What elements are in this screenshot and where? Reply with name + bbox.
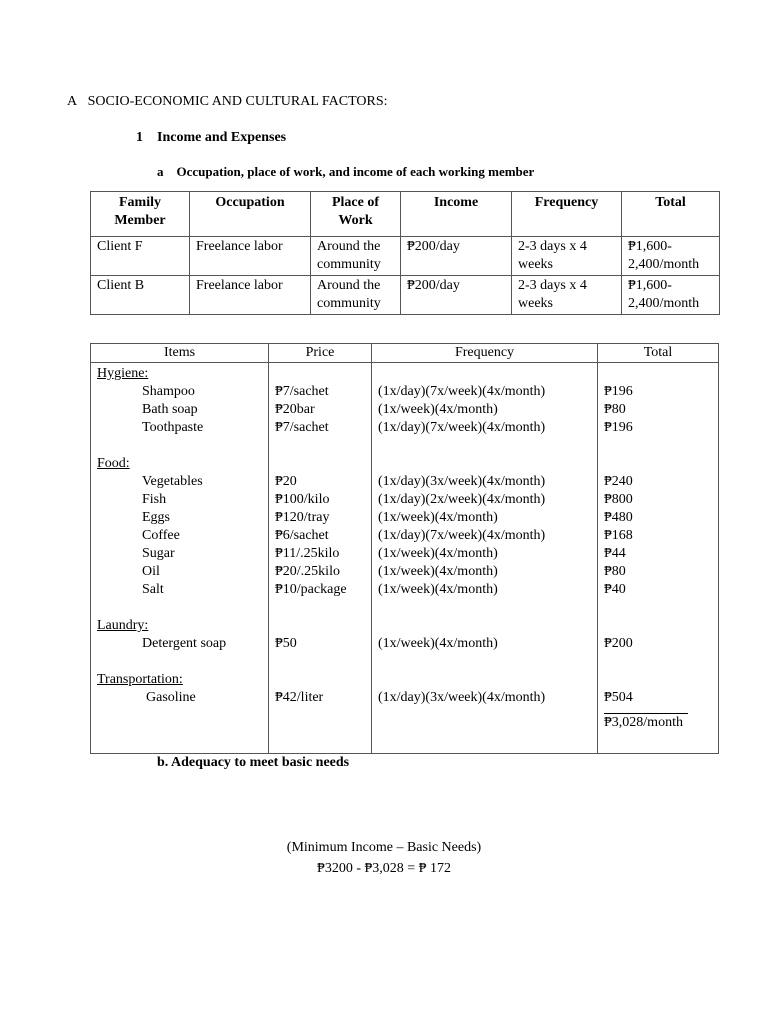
item-total: ₱80 [604,564,626,579]
expense-body-row [91,363,719,754]
expense-table [90,343,719,754]
item-name: Vegetables [142,474,203,489]
item-name: Sugar [142,546,175,561]
section-title: SOCIO-ECONOMIC AND CULTURAL FACTORS: [87,94,388,109]
item-total: ₱240 [604,474,633,489]
items-column [91,363,269,754]
item-name: Gasoline [146,690,196,705]
cell-total: ₱1,600-2,400/month [622,237,720,276]
item-name: Salt [142,582,164,597]
cell-occupation: Freelance labor [190,237,311,276]
header-occupation: Occupation [190,192,311,237]
header-total: Total [622,192,720,237]
group-label-hygiene: Hygiene: [97,366,149,381]
item-total: ₱168 [604,528,633,543]
item-price: ₱20bar [275,402,315,417]
item-frequency: (1x/week)(4x/month) [378,636,498,651]
cell-occupation: Freelance labor [190,276,311,315]
item-total: ₱196 [604,384,633,399]
header-items: Items [91,344,269,363]
price-column [269,363,372,754]
item-frequency: (1x/week)(4x/month) [378,564,498,579]
cell-place-of-work: Around the community [311,276,401,315]
item-total: ₱800 [604,492,633,507]
item-price: ₱20 [275,474,297,489]
item-name: Shampoo [142,384,195,399]
subsection-title: Income and Expenses [157,130,287,145]
sub-b-heading: b. Adequacy to meet basic needs [157,755,350,770]
item-frequency: (1x/day)(7x/week)(4x/month) [378,528,546,543]
item-price: ₱42/liter [275,690,324,705]
table-row [91,237,720,276]
income-table [90,191,720,315]
item-frequency: (1x/day)(7x/week)(4x/month) [378,384,546,399]
cell-frequency: 2-3 days x 4 weeks [512,237,622,276]
item-frequency: (1x/day)(2x/week)(4x/month) [378,492,546,507]
item-total: ₱40 [604,582,626,597]
item-price: ₱7/sachet [275,384,329,399]
item-name: Bath soap [142,402,198,417]
item-frequency: (1x/day)(3x/week)(4x/month) [378,690,546,705]
group-label-laundry: Laundry: [97,618,149,633]
item-total: ₱80 [604,402,626,417]
subsection-number: 1 [136,130,143,145]
income-table-header [91,192,720,237]
total-column [598,363,719,754]
cell-frequency: 2-3 days x 4 weeks [512,276,622,315]
item-name: Eggs [142,510,170,525]
item-total: ₱196 [604,420,633,435]
item-price: ₱20/.25kilo [275,564,340,579]
item-frequency: (1x/week)(4x/month) [378,510,498,525]
cell-family-member: Client B [91,276,190,315]
item-name: Toothpaste [142,420,204,435]
section-letter: A [67,94,78,109]
header-frequency: Frequency [372,344,598,363]
formula-label: (Minimum Income – Basic Needs) [286,840,482,855]
expense-table-header [91,344,719,363]
header-income: Income [401,192,512,237]
item-total: ₱200 [604,636,633,651]
formula-calculation: ₱3200 - ₱3,028 = ₱ 172 [317,861,451,876]
cell-income: ₱200/day [401,237,512,276]
item-frequency: (1x/week)(4x/month) [378,402,498,417]
cell-place-of-work: Around the community [311,237,401,276]
item-name: Coffee [142,528,180,543]
group-label-transportation: Transportation: [97,672,183,687]
item-price: ₱50 [275,636,297,651]
item-price: ₱120/tray [275,510,330,525]
cell-family-member: Client F [91,237,190,276]
item-total: ₱44 [604,546,626,561]
item-frequency: (1x/week)(4x/month) [378,546,498,561]
item-frequency: (1x/day)(3x/week)(4x/month) [378,474,546,489]
header-place-of-work: Place of Work [311,192,401,237]
cell-income: ₱200/day [401,276,512,315]
sub-a-heading [157,164,534,180]
item-name: Detergent soap [142,636,227,651]
item-price: ₱6/sachet [275,528,329,543]
item-name: Fish [142,492,167,507]
group-label-food: Food: [97,456,130,471]
item-price: ₱7/sachet [275,420,329,435]
table-row [91,276,720,315]
header-frequency: Frequency [512,192,622,237]
item-name: Oil [142,564,160,579]
item-frequency: (1x/day)(7x/week)(4x/month) [378,420,546,435]
header-price: Price [269,344,372,363]
item-price: ₱10/package [275,582,347,597]
item-price: ₱100/kilo [275,492,330,507]
subsection-heading [136,130,286,146]
header-total: Total [598,344,719,363]
item-price: ₱11/.25kilo [275,546,340,561]
item-total: ₱480 [604,510,633,525]
section-heading [67,94,388,110]
grand-total: ₱3,028/month [604,715,683,730]
item-total: ₱504 [604,690,633,705]
sub-a-title: Occupation, place of work, and income of each working member [176,164,535,179]
item-frequency: (1x/week)(4x/month) [378,582,498,597]
frequency-column [372,363,598,754]
header-family-member: Family Member [91,192,190,237]
sub-a-letter: a [157,164,164,179]
cell-total: ₱1,600-2,400/month [622,276,720,315]
